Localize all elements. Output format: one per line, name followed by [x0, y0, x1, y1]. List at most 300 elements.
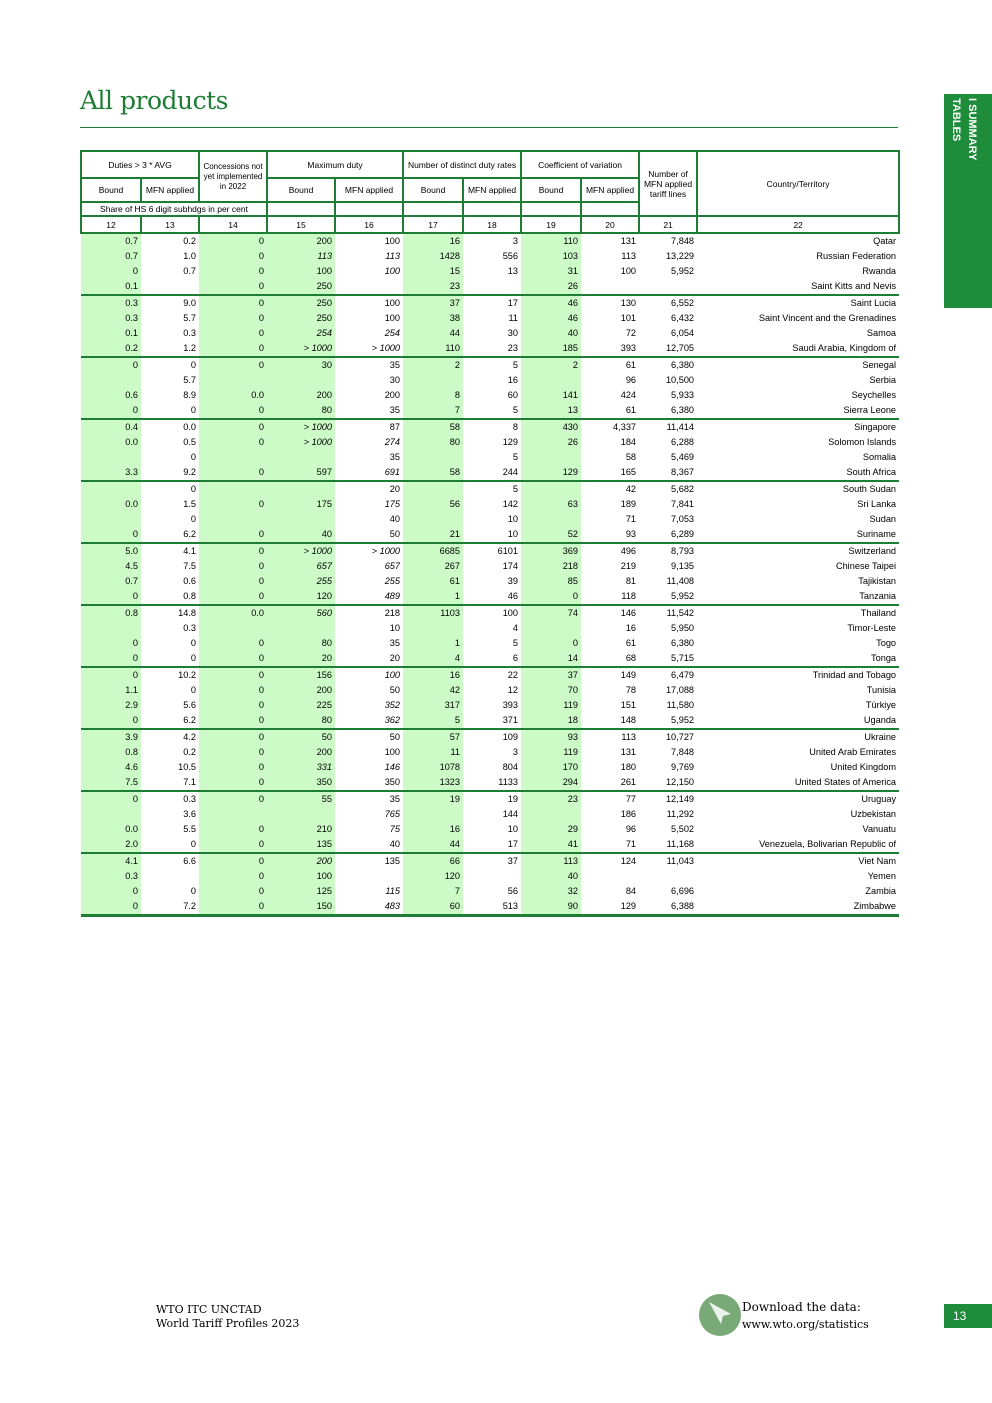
table-cell: 58	[403, 465, 463, 481]
table-cell: 6,288	[671, 437, 695, 447]
table-cell: 0	[199, 683, 267, 698]
table-cell: 0	[199, 884, 267, 899]
footer-publisher	[156, 1303, 299, 1331]
table-cell: 6,289	[671, 529, 695, 539]
table-cell: 4,337	[581, 419, 639, 435]
col-number: 14	[199, 216, 267, 233]
table-cell: 0	[81, 651, 141, 667]
table-cell: 13,229	[665, 251, 695, 261]
country-name: Chinese Taipei	[835, 561, 897, 571]
table-cell: 0.2	[183, 236, 197, 246]
table-cell: 250	[267, 311, 335, 326]
header-bound: Bound	[81, 178, 141, 202]
table-cell: 0	[199, 636, 267, 651]
table-cell: 12,705	[665, 343, 695, 353]
country-name: Qatar	[873, 236, 897, 246]
tariff-table	[80, 150, 900, 917]
table-cell	[403, 481, 463, 497]
title-divider	[80, 127, 898, 128]
table-cell	[81, 481, 141, 497]
table-cell: 489	[384, 591, 401, 601]
table-row	[81, 869, 899, 884]
table-cell: 113	[521, 853, 581, 869]
table-cell: 20	[267, 651, 335, 667]
table-row	[81, 311, 899, 326]
table-cell: 218	[521, 559, 581, 574]
table-cell: 0.6	[81, 388, 141, 403]
table-cell: 5,502	[671, 824, 695, 834]
header-num-mfn-lines: Number of MFN applied tariff lines	[639, 151, 697, 216]
table-cell: 17	[507, 839, 519, 849]
table-cell: 50	[335, 729, 403, 745]
table-cell: 5,933	[671, 390, 695, 400]
table-cell: 0.8	[81, 745, 141, 760]
table-cell: 6,054	[671, 328, 695, 338]
header-share: Share of HS 6 digit subhdgs in per cent	[81, 202, 267, 216]
country-name: Singapore	[697, 419, 899, 435]
table-cell: 26	[521, 435, 581, 450]
table-cell: 10,727	[639, 729, 697, 745]
table-row	[81, 713, 899, 729]
table-row	[81, 605, 899, 621]
table-cell: 141	[521, 388, 581, 403]
table-cell: 60	[403, 899, 463, 916]
table-cell: 189	[620, 499, 637, 509]
page-number: 13	[944, 1304, 992, 1328]
col-number: 15	[267, 216, 335, 233]
table-cell: 78	[625, 685, 637, 695]
table-cell: 110	[403, 341, 463, 357]
table-cell: 1428	[403, 249, 463, 264]
table-cell: 0.7	[81, 249, 141, 264]
table-cell: 3.9	[81, 729, 141, 745]
table-cell: 0	[521, 589, 581, 605]
download-cursor-icon[interactable]	[699, 1294, 741, 1336]
table-cell: 120	[403, 869, 463, 884]
table-cell: 0	[81, 899, 141, 916]
header-concessions: Concessions not yet implemented in 2022	[199, 151, 267, 202]
table-cell: 61	[403, 574, 463, 589]
table-row	[81, 698, 899, 713]
country-name: Yemen	[867, 871, 897, 881]
table-cell	[581, 869, 639, 884]
table-cell: 0	[199, 357, 267, 373]
table-cell: 81	[625, 576, 637, 586]
country-name: Switzerland	[697, 543, 899, 559]
table-row	[81, 326, 899, 341]
table-cell: 0.0	[81, 435, 141, 450]
table-cell	[199, 450, 267, 465]
table-cell: 135	[335, 853, 403, 869]
table-cell: 5,682	[639, 481, 697, 497]
table-cell: 50	[389, 685, 401, 695]
table-cell: 4	[403, 651, 463, 667]
table-cell: 44	[403, 326, 463, 341]
table-cell: 597	[267, 465, 335, 481]
table-cell: 200	[267, 233, 335, 249]
table-cell: 11,580	[666, 700, 695, 710]
table-cell: 5,469	[671, 452, 695, 462]
table-cell: 218	[335, 605, 403, 621]
download-block	[742, 1299, 869, 1333]
table-cell: 1	[403, 636, 463, 651]
table-cell: 31	[521, 264, 581, 279]
table-cell: 185	[521, 341, 581, 357]
table-cell: 180	[620, 762, 637, 772]
table-cell: 6,380	[639, 357, 697, 373]
table-cell: 71	[625, 839, 637, 849]
table-cell: 58	[625, 452, 637, 462]
header-mfn-applied: MFN applied	[463, 178, 521, 202]
table-cell: 0	[190, 638, 197, 648]
table-cell: 10.5	[178, 762, 197, 772]
table-row	[81, 465, 899, 481]
table-cell: 35	[335, 357, 403, 373]
table-cell	[403, 373, 463, 388]
table-cell: 0	[199, 341, 267, 357]
table-cell: 7.2	[141, 899, 199, 916]
country-name: Saint Vincent and the Grenadines	[758, 313, 897, 323]
table-cell: 0	[199, 775, 267, 791]
country-name: Serbia	[869, 375, 897, 385]
table-cell: 6,388	[639, 899, 697, 916]
download-label: Download the data:	[742, 1300, 861, 1314]
table-cell	[521, 481, 581, 497]
col-number: 12	[81, 216, 141, 233]
table-cell: 146	[384, 762, 401, 772]
table-cell: 200	[267, 388, 335, 403]
table-row	[81, 636, 899, 651]
table-row	[81, 341, 899, 357]
table-cell: 317	[403, 698, 463, 713]
table-cell: 0.1	[81, 279, 141, 295]
table-cell: 0	[199, 465, 267, 481]
table-cell: 61	[625, 405, 637, 415]
table-row	[81, 574, 899, 589]
table-cell: > 1000	[267, 543, 335, 559]
table-cell: 6,552	[639, 295, 697, 311]
table-cell: 17	[463, 295, 521, 311]
header-blank	[267, 202, 335, 216]
table-cell: 2.9	[81, 698, 141, 713]
table-cell: 10	[507, 529, 519, 539]
table-cell: 0.3	[183, 623, 197, 633]
table-cell: 0	[81, 636, 141, 651]
table-cell: 225	[267, 698, 335, 713]
table-row	[81, 264, 899, 279]
table-cell: 0.4	[81, 419, 141, 435]
table-cell	[267, 512, 335, 527]
table-cell: 113	[385, 251, 401, 261]
table-cell: 41	[521, 837, 581, 853]
table-cell: 80	[403, 435, 463, 450]
table-cell: 5,952	[671, 715, 695, 725]
table-cell: 393	[502, 700, 519, 710]
table-cell: 424	[620, 390, 637, 400]
table-cell: 8,367	[671, 467, 695, 477]
table-cell: 0.0	[81, 497, 141, 512]
table-cell	[267, 621, 335, 636]
table-cell: 57	[403, 729, 463, 745]
table-cell: 13	[521, 403, 581, 419]
table-cell: 0.7	[81, 233, 141, 249]
table-cell: 0	[81, 527, 141, 543]
table-cell: 6,380	[671, 405, 695, 415]
table-row	[81, 403, 899, 419]
table-cell	[267, 481, 335, 497]
table-cell: 255	[384, 576, 401, 586]
table-cell: 5.5	[183, 824, 197, 834]
table-row	[81, 807, 899, 822]
table-cell: 60	[507, 390, 519, 400]
table-cell: 131	[620, 747, 637, 757]
table-cell: 35	[389, 638, 401, 648]
table-cell: 0	[199, 745, 267, 760]
header-blank	[463, 202, 521, 216]
table-row	[81, 512, 899, 527]
table-cell: 125	[267, 884, 335, 899]
table-cell: 331	[267, 760, 335, 775]
table-cell: 1.0	[183, 251, 197, 261]
table-cell: 37	[463, 853, 521, 869]
table-cell: 7.5	[183, 561, 197, 571]
country-name: Sri Lanka	[857, 499, 897, 509]
table-cell	[199, 621, 267, 636]
table-cell: 556	[502, 251, 519, 261]
country-name: Seychelles	[851, 390, 897, 400]
table-row	[81, 373, 899, 388]
table-cell: 70	[521, 683, 581, 698]
table-cell: 14.8	[141, 605, 199, 621]
table-cell: 4.2	[141, 729, 199, 745]
table-cell	[81, 807, 141, 822]
table-cell: 254	[267, 326, 335, 341]
header-coef-variation: Coefficient of variation	[521, 151, 639, 178]
country-name: Thailand	[697, 605, 899, 621]
col-number: 22	[697, 216, 899, 233]
footer-publication: World Tariff Profiles 2023	[156, 1317, 300, 1330]
table-row	[81, 775, 899, 791]
table-cell: 20	[389, 653, 401, 663]
table-row	[81, 419, 899, 435]
table-cell: 0	[199, 311, 267, 326]
table-cell: 5	[463, 481, 521, 497]
table-cell: 35	[389, 452, 401, 462]
table-cell: 110	[521, 233, 581, 249]
country-name: Vanuatu	[862, 824, 897, 834]
country-name: Suriname	[856, 529, 897, 539]
table-cell: 0	[81, 357, 141, 373]
table-cell: 113	[621, 251, 637, 261]
table-cell	[639, 869, 697, 884]
table-cell: 129	[502, 437, 519, 447]
table-cell: 560	[267, 605, 335, 621]
table-cell: 362	[384, 715, 401, 725]
table-cell: 100	[267, 869, 335, 884]
table-cell: 483	[335, 899, 403, 916]
table-cell: 0	[199, 791, 267, 807]
table-cell	[81, 373, 141, 388]
table-row	[81, 589, 899, 605]
table-cell: 0.0	[199, 605, 267, 621]
table-cell: 175	[267, 497, 335, 512]
table-cell: 0	[199, 729, 267, 745]
table-cell: 2.0	[81, 837, 141, 853]
table-cell: 0	[199, 760, 267, 775]
table-cell: 80	[267, 403, 335, 419]
table-cell: 68	[625, 653, 637, 663]
table-cell: 657	[267, 559, 335, 574]
table-cell	[81, 512, 141, 527]
table-cell: 184	[620, 437, 637, 447]
country-name: Zimbabwe	[697, 899, 899, 916]
table-cell: 174	[502, 561, 519, 571]
table-row	[81, 450, 899, 465]
table-row	[81, 527, 899, 543]
table-cell: 12	[507, 685, 519, 695]
table-cell: 255	[267, 574, 335, 589]
table-cell: 0	[199, 574, 267, 589]
table-cell: 0.7	[183, 266, 197, 276]
table-cell: 3	[512, 236, 519, 246]
table-cell: 151	[620, 700, 637, 710]
table-cell: 0.8	[183, 591, 197, 601]
table-cell: 0.0	[141, 419, 199, 435]
country-name: Rwanda	[862, 266, 897, 276]
table-cell: 0	[81, 403, 141, 419]
table-cell: 61	[625, 638, 637, 648]
table-cell: 0	[199, 403, 267, 419]
table-cell: 7.1	[183, 777, 197, 787]
header-mfn-applied: MFN applied	[581, 178, 639, 202]
table-cell	[81, 450, 141, 465]
table-cell: 5	[512, 405, 519, 415]
table-row	[81, 729, 899, 745]
table-cell: 0	[199, 853, 267, 869]
table-cell: 7.5	[81, 775, 141, 791]
table-cell: 0.3	[81, 295, 141, 311]
table-cell: 210	[267, 822, 335, 837]
table-cell: 1.1	[81, 683, 141, 698]
table-body	[81, 233, 899, 916]
country-name: Trinidad and Tobago	[697, 667, 899, 683]
country-name: Uruguay	[697, 791, 899, 807]
table-cell	[521, 807, 581, 822]
table-cell: > 1000	[267, 341, 335, 357]
table-cell: 96	[625, 375, 637, 385]
table-cell	[521, 373, 581, 388]
table-cell: 13	[507, 266, 519, 276]
table-cell	[403, 512, 463, 527]
table-cell: 85	[521, 574, 581, 589]
table-cell: 1133	[498, 777, 519, 787]
table-cell: 350	[384, 777, 401, 787]
header-bound: Bound	[267, 178, 335, 202]
table-cell	[463, 869, 521, 884]
table-cell: 115	[385, 886, 401, 896]
table-cell: 100	[267, 264, 335, 279]
table-cell: 118	[621, 591, 637, 601]
table-cell: 10,500	[665, 375, 695, 385]
table-cell: 11,542	[639, 605, 697, 621]
download-link[interactable]: www.wto.org/statistics	[742, 1318, 869, 1331]
table-cell: 46	[507, 591, 519, 601]
country-name: Uganda	[863, 715, 897, 725]
table-cell: 0	[199, 667, 267, 683]
table-cell: 8	[403, 388, 463, 403]
table-cell: 56	[403, 497, 463, 512]
section-tab-line1: I SUMMARY	[966, 98, 978, 161]
table-cell: 0	[199, 249, 267, 264]
table-cell: 100	[384, 236, 401, 246]
table-cell	[199, 512, 267, 527]
table-cell: 109	[463, 729, 521, 745]
table-cell: 352	[384, 700, 401, 710]
table-row	[81, 249, 899, 264]
table-cell: 0	[199, 822, 267, 837]
table-cell: 0	[141, 357, 199, 373]
table-cell: 0.7	[81, 574, 141, 589]
table-cell: 0.3	[141, 791, 199, 807]
table-cell: 156	[267, 667, 335, 683]
table-cell: 38	[403, 311, 463, 326]
table-cell: 12,150	[665, 777, 695, 787]
table-cell: 56	[507, 886, 519, 896]
country-name: United Kingdom	[830, 762, 897, 772]
table-cell: 120	[267, 589, 335, 605]
table-cell: 10	[389, 623, 401, 633]
table-cell: 350	[267, 775, 335, 791]
table-cell: 30	[507, 328, 519, 338]
country-name: Venezuela, Bolivarian Republic of	[759, 839, 897, 849]
table-cell: 9,135	[671, 561, 695, 571]
table-cell: > 1000	[335, 543, 403, 559]
table-row	[81, 745, 899, 760]
table-cell: 6,479	[639, 667, 697, 683]
table-row	[81, 357, 899, 373]
table-cell: 4.1	[81, 853, 141, 869]
table-cell: 23	[403, 279, 463, 295]
table-cell: 80	[267, 636, 335, 651]
country-name: Sierra Leone	[843, 405, 897, 415]
table-cell: 267	[403, 559, 463, 574]
table-cell: 19	[403, 791, 463, 807]
table-cell: 200	[267, 853, 335, 869]
table-cell: 0	[190, 886, 197, 896]
table-cell	[81, 621, 141, 636]
table-cell: 61	[581, 357, 639, 373]
country-name: United States of America	[794, 777, 897, 787]
table-cell: 6	[512, 653, 519, 663]
table-cell: 113	[581, 729, 639, 745]
table-cell: 0	[199, 326, 267, 341]
table-cell: 7	[403, 403, 463, 419]
table-cell: 10	[507, 824, 519, 834]
table-cell: 0	[190, 685, 197, 695]
table-cell: 0	[199, 869, 267, 884]
table-cell: 0	[199, 559, 267, 574]
table-cell	[267, 373, 335, 388]
header-blank	[581, 202, 639, 216]
table-cell: 0	[199, 435, 267, 450]
table-cell: 4.5	[81, 559, 141, 574]
header-max-duty: Maximum duty	[267, 151, 403, 178]
table-cell: 100	[335, 295, 403, 311]
section-tab	[944, 94, 992, 308]
table-row	[81, 822, 899, 837]
table-cell: 4.6	[81, 760, 141, 775]
table-cell: 0	[199, 837, 267, 853]
